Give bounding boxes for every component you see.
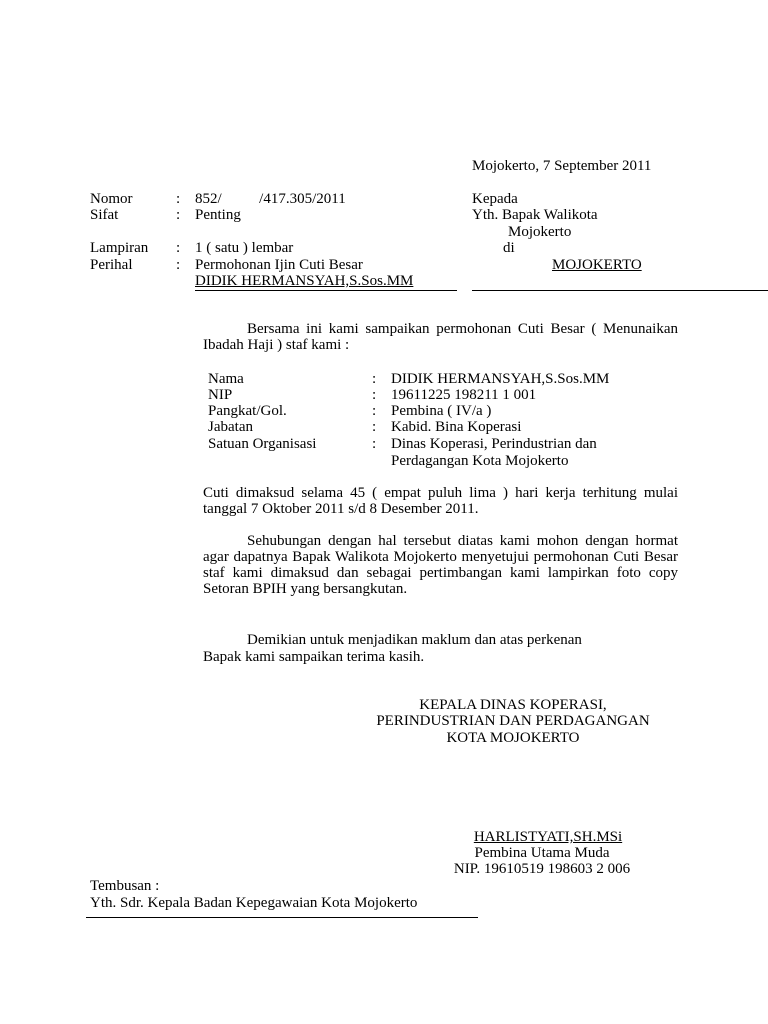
staff-rank-label: Pangkat/Gol.	[208, 403, 287, 419]
signatory-title-2: PERINDUSTRIAN DAN PERDAGANGAN	[376, 713, 650, 729]
closing-line-2: Bapak kami sampaikan terima kasih.	[203, 649, 425, 665]
sifat-label: Sifat	[90, 207, 119, 223]
perihal-rule	[195, 290, 457, 291]
staff-name-value: DIDIK HERMANSYAH,S.Sos.MM	[391, 371, 610, 387]
cc-label: Tembusan :	[90, 878, 160, 894]
perihal-label: Perihal	[90, 257, 133, 273]
sifat-colon: :	[176, 207, 181, 223]
sifat-value: Penting	[195, 207, 241, 223]
staff-nip-colon: :	[372, 387, 377, 403]
staff-position-value: Kabid. Bina Koperasi	[391, 419, 522, 435]
signatory-title-3: KOTA MOJOKERTO	[446, 730, 580, 746]
staff-name-label: Nama	[208, 371, 244, 387]
staff-position-colon: :	[372, 419, 377, 435]
nomor-value: 852/ /417.305/2011	[195, 191, 346, 207]
leave-paragraph: Cuti dimaksud selama 45 ( empat puluh lima ) hari kerja terhitung mulai tanggal 7 Oktober 2011 s/d 8 Desember 2011.	[203, 485, 678, 517]
request-paragraph: Sehubungan dengan hal tersebut diatas kami mohon dengan hormat agar dapatnya Bapak Walikota Mojokerto menyetujui permohonan Cuti Besar staf kami dimaksud dan sebagai pertimbangan kami lampirkan foto copy Setoran BPIH yang bersangkutan.	[203, 533, 678, 597]
recipient-yth: Yth. Bapak Walikota	[472, 207, 598, 223]
staff-nip-value: 19611225 198211 1 001	[391, 387, 537, 403]
lampiran-value: 1 ( satu ) lembar	[195, 240, 294, 256]
staff-unit-value-cont: Perdagangan Kota Mojokerto	[391, 453, 569, 469]
perihal-colon: :	[176, 257, 181, 273]
staff-unit-label: Satuan Organisasi	[208, 436, 317, 452]
cc-rule	[86, 917, 478, 918]
closing-line-1: Demikian untuk menjadikan maklum dan atas perkenan	[247, 632, 582, 648]
perihal-value: Permohonan Ijin Cuti Besar	[195, 257, 363, 273]
staff-rank-value: Pembina ( IV/a )	[391, 403, 492, 419]
staff-unit-value: Dinas Koperasi, Perindustrian dan	[391, 436, 597, 452]
staff-rank-colon: :	[372, 403, 377, 419]
recipient-di: di	[503, 240, 515, 256]
intro-paragraph: Bersama ini kami sampaikan permohonan Cuti Besar ( Menunaikan Ibadah Haji ) staf kami :	[203, 321, 678, 353]
staff-position-label: Jabatan	[208, 419, 253, 435]
signatory-name: HARLISTYATI,SH.MSi	[473, 829, 623, 845]
staff-nip-label: NIP	[208, 387, 233, 403]
staff-unit-colon: :	[372, 436, 377, 452]
nomor-colon: :	[176, 191, 181, 207]
recipient-kepada: Kepada	[472, 191, 518, 207]
signatory-title-1: KEPALA DINAS KOPERASI,	[419, 697, 607, 713]
signatory-nip: NIP. 19610519 198603 2 006	[453, 861, 631, 877]
perihal-name: DIDIK HERMANSYAH,S.Sos.MM	[195, 273, 414, 289]
recipient-place: MOJOKERTO	[552, 257, 642, 273]
nomor-label: Nomor	[90, 191, 133, 207]
staff-name-colon: :	[372, 371, 377, 387]
lampiran-colon: :	[176, 240, 181, 256]
cc-line: Yth. Sdr. Kepala Badan Kepegawaian Kota Mojokerto	[90, 895, 418, 911]
signatory-rank: Pembina Utama Muda	[474, 845, 610, 861]
letter-date: Mojokerto, 7 September 2011	[472, 158, 652, 174]
recipient-city: Mojokerto	[508, 224, 572, 240]
lampiran-label: Lampiran	[90, 240, 149, 256]
recipient-rule	[472, 290, 768, 291]
